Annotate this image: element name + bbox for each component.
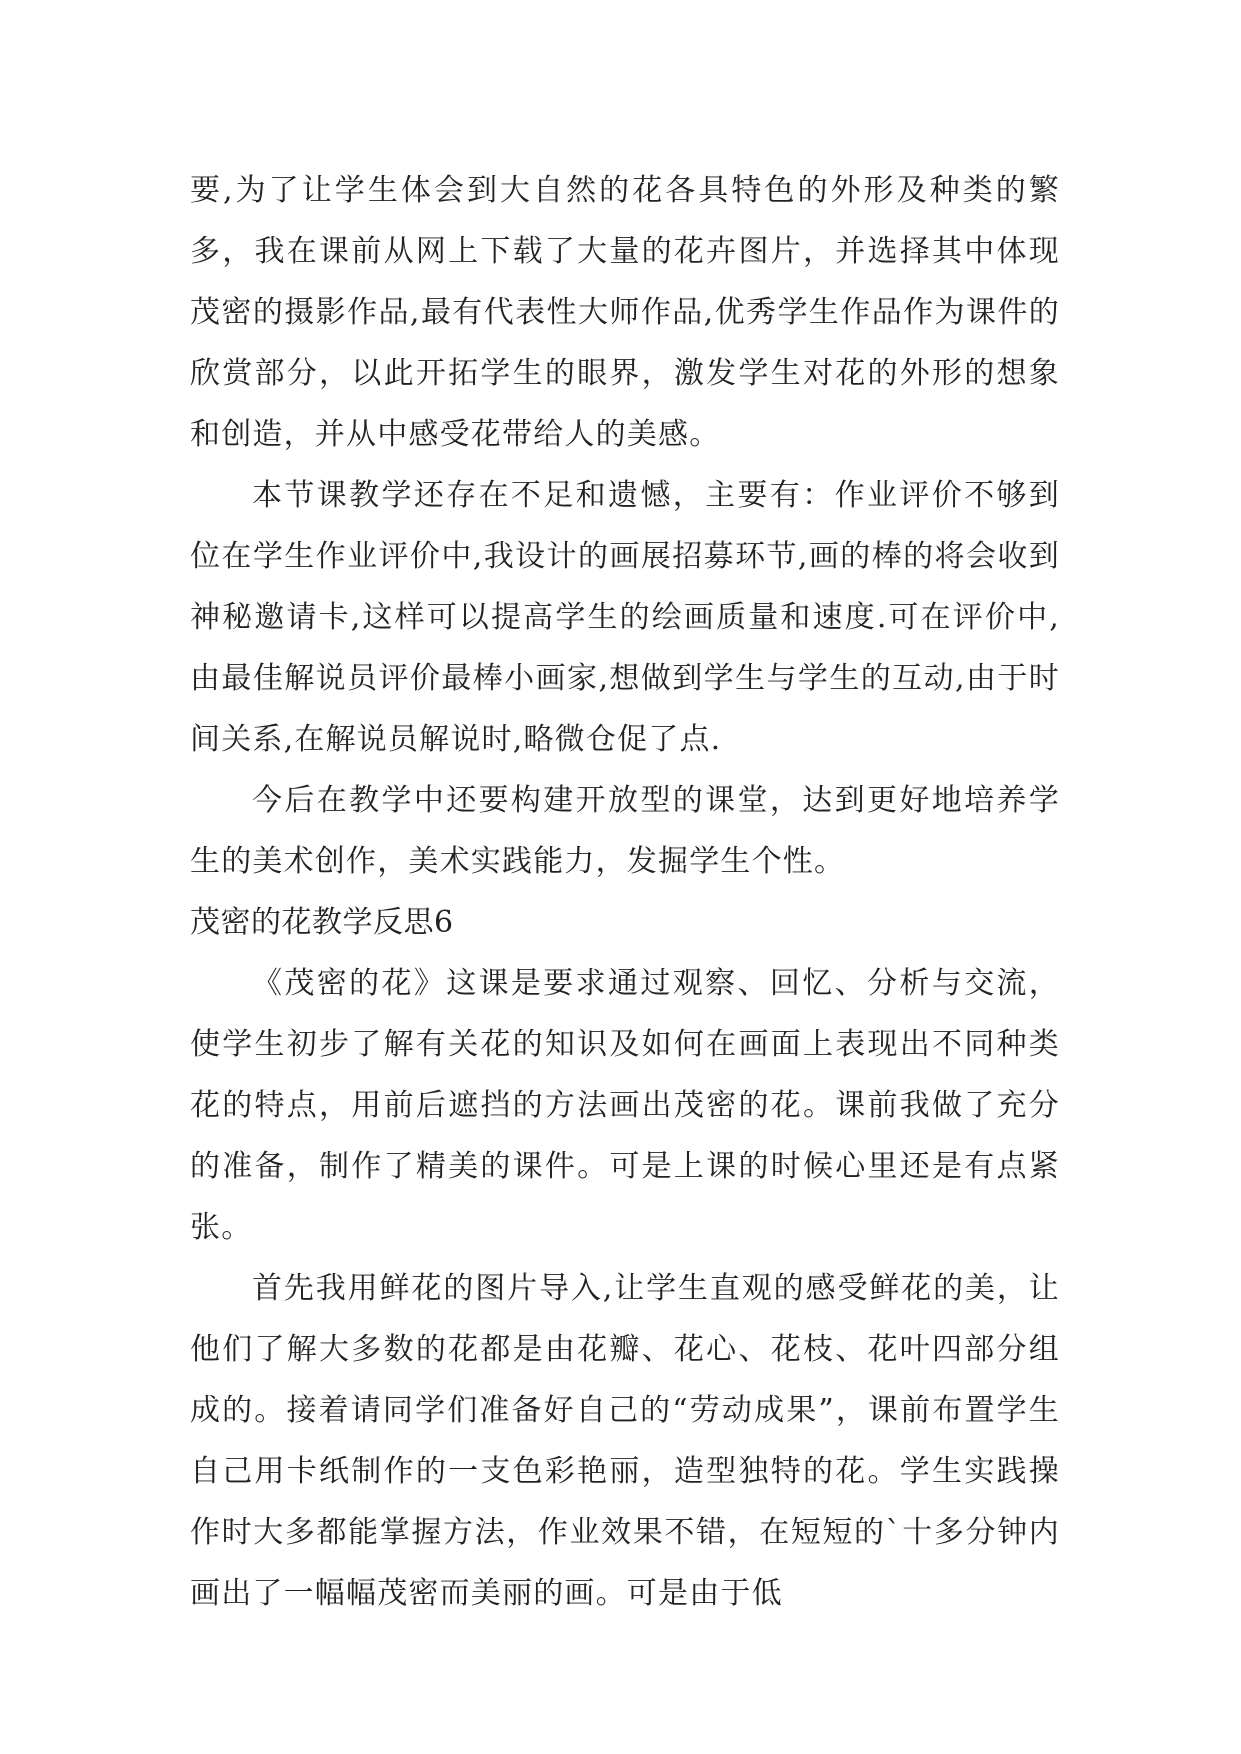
document-body [190,160,1060,1624]
paragraph-2: 本节课教学还存在不足和遗憾，主要有：作业评价不够到位在学生作业评价中,我设计的画展招募环节,画的棒的将会收到神秘邀请卡,这样可以提高学生的绘画质量和速度.可在评价中,由最佳解说员评价最棒小画家,想做到学生与学生的互动,由于时间关系,在解说员解说时,略微仓促了点. [190,478,1060,757]
paragraph-1: 要,为了让学生体会到大自然的花各具特色的外形及种类的繁多，我在课前从网上下载了大量的花卉图片，并选择其中体现茂密的摄影作品,最有代表性大师作品,优秀学生作品作为课件的欣赏部分，以此开拓学生的眼界，激发学生对花的外形的想象和创造，并从中感受花带给人的美感。 [190,173,1060,452]
paragraph-5: 首先我用鲜花的图片导入,让学生直观的感受鲜花的美，让他们了解大多数的花都是由花瓣、花心、花枝、花叶四部分组成的。接着请同学们准备好自己的“劳动成果”，课前布置学生自己用卡纸制作的一支色彩艳丽，造型独特的花。学生实践操作时大多都能掌握方法，作业效果不错，在短短的`十多分钟内画出了一幅幅茂密而美丽的画。可是由于低 [190,1271,1060,1611]
paragraph-4: 《茂密的花》这课是要求通过观察、回忆、分析与交流，使学生初步了解有关花的知识及如何在画面上表现出不同种类花的特点，用前后遮挡的方法画出茂密的花。课前我做了充分的准备，制作了精美的课件。可是上课的时候心里还是有点紧张。 [190,966,1060,1245]
paragraph-3: 今后在教学中还要构建开放型的课堂，达到更好地培养学生的美术创作，美术实践能力，发掘学生个性。 [190,783,1060,879]
section-heading: 茂密的花教学反思6 [190,905,454,940]
